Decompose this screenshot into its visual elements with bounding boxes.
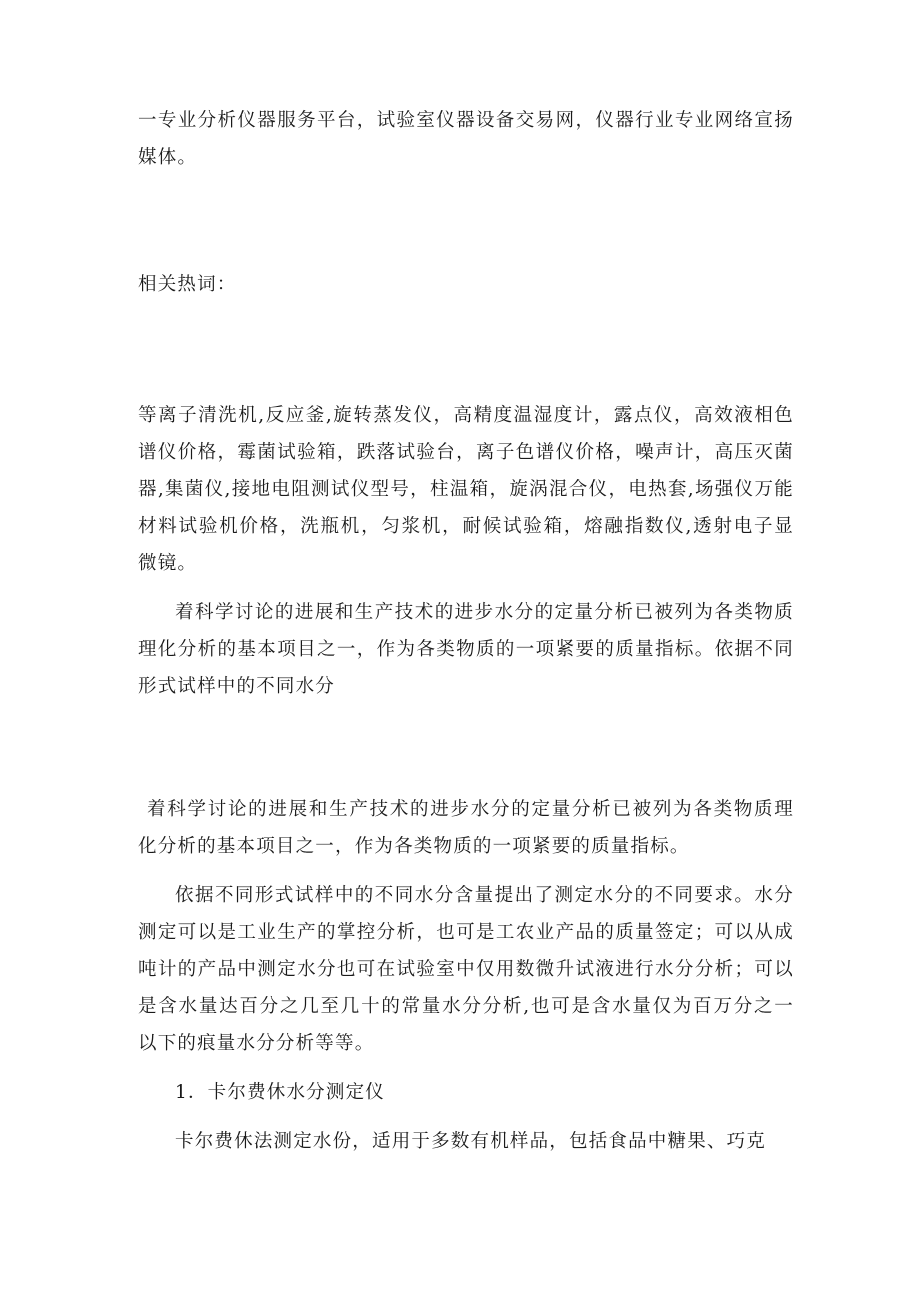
section-heading: 1．卡尔费休水分测定仪 (175, 1082, 385, 1103)
hot-words-list: 等离子清洗机,反应釜,旋转蒸发仪，高精度温湿度计，露点仪，高效液相色谱仪价格，霉菌试验箱，跌落试验台，离子色谱仪价格，噪声计，高压灭菌器,集菌仪,接地电阻测试仪型号，柱温箱，旋涡混合仪，电热套,场强仪万能材料试验机价格，洗瓶机，匀浆机，耐候试验箱，熔融指数仪,透射电子显微镜。 (138, 405, 794, 574)
hot-words-label: 相关热词： (138, 274, 237, 295)
body-paragraph-3: 卡尔费休法测定水份，适用于多数有机样品，包括食品中糖果、巧克 (175, 1131, 767, 1152)
summary-paragraph: 着科学讨论的进展和生产技术的进步水分的定量分析已被列为各类物质理化分析的基本项目之一，作为各类物质的一项紧要的质量指标。依据不同形式试样中的不同水分 (138, 602, 794, 697)
body-paragraph-1: 着科学讨论的进展和生产技术的进步水分的定量分析已被列为各类物质理化分析的基本项目之一，作为各类物质的一项紧要的质量指标。 (138, 799, 794, 857)
document-page (138, 102, 794, 1160)
body-paragraph-2: 依据不同形式试样中的不同水分含量提出了测定水分的不同要求。水分测定可以是工业生产的掌控分析，也可是工农业产品的质量签定；可以从成吨计的产品中测定水分也可在试验室中仅用数微升试液进行水分分析；可以是含水量达百分之几至几十的常量水分分析,也可是含水量仅为百万分之一以下的痕量水分分析等等。 (138, 885, 794, 1054)
intro-paragraph: 一专业分析仪器服务平台，试验室仪器设备交易网，仪器行业专业网络宣扬媒体。 (138, 110, 794, 168)
